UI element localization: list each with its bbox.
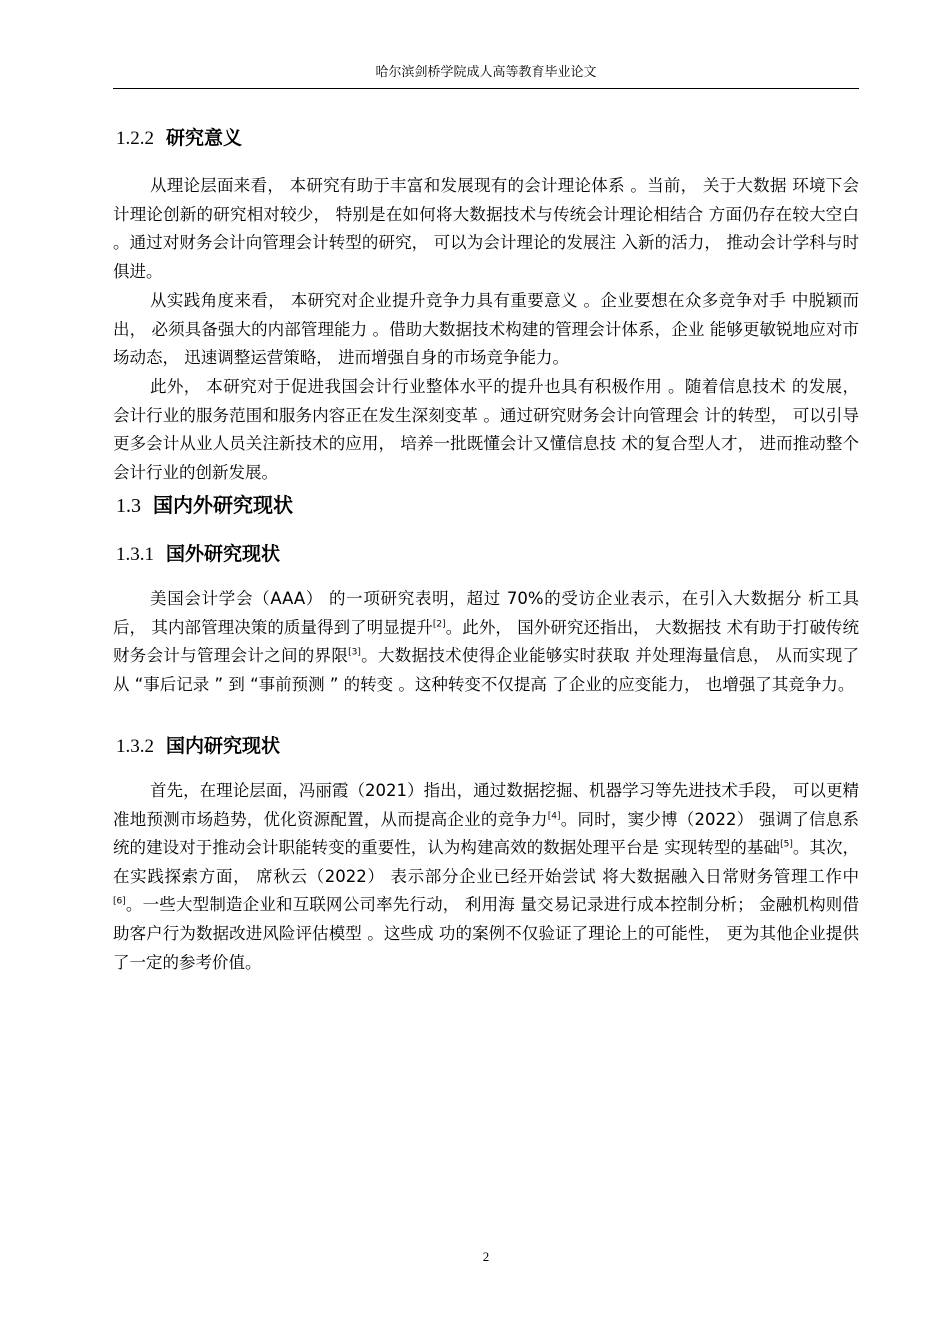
paragraph-practice-significance: 从实践角度来看， 本研究对企业提升竞争力具有重要意义 。企业要想在众多竞争对手 中脱颖而出， 必须具备强大的内部管理能力 。借助大数据技术构建的管理会计体系，企业 能够更敏锐地应对市场动态， 迅速调整运营策略， 进而增强自身的市场竞争能力。: [113, 291, 859, 368]
paragraph-theory-significance: 从理论层面来看， 本研究有助于丰富和发展现有的会计理论体系 。当前， 关于大数据 环境下会计理论创新的研究相对较少， 特别是在如何将大数据技术与传统会计理论相结合 方面仍存在较大空白 。通过对财务会计向管理会计转型的研究， 可以为会计理论的发展注 入新的活力， 推动会计学科与时俱进。: [113, 176, 859, 281]
heading-number: 1.2.2: [116, 128, 154, 149]
heading-title: 国外研究现状: [166, 543, 281, 565]
heading-1-2-2: [116, 125, 856, 152]
paragraph-foreign-research: 美国会计学会（AAA） 的一项研究表明，超过 70%的受访企业表示，在引入大数据分 析工具后， 其内部管理决策的质量得到了明显提升[2]。此外， 国外研究还指出， 大数据技 术有助于打破传统财务会计与管理会计之间的界限[3]。大数据技术使得企业能够实时获取 并处理海量信息， 从而实现了从 “事后记录 ” 到 “事前预测 ” 的转变 。这种转变不仅提高 了企业的应变能力， 也增强了其竞争力。: [113, 589, 859, 694]
citation-ref: [3]: [348, 647, 361, 658]
citation-ref: [6]: [113, 896, 126, 907]
running-header: 哈尔滨剑桥学院成人高等教育毕业论文: [375, 65, 597, 80]
page-number: 2: [482, 1249, 490, 1264]
header-divider: [113, 88, 859, 89]
citation-ref: [5]: [780, 839, 793, 850]
heading-title: 研究意义: [166, 127, 243, 149]
heading-number: 1.3: [116, 495, 141, 517]
heading-number: 1.3.2: [116, 736, 154, 757]
citation-ref: [4]: [547, 811, 561, 822]
heading-title: 国内外研究现状: [153, 493, 293, 517]
heading-1-3-2: [116, 733, 856, 760]
heading-title: 国内研究现状: [166, 735, 281, 757]
heading-1-3-1: [116, 541, 856, 568]
heading-1-3: [116, 491, 856, 520]
heading-number: 1.3.1: [116, 544, 154, 565]
citation-ref: [2]: [432, 619, 446, 630]
paragraph-industry-significance: 此外， 本研究对于促进我国会计行业整体水平的提升也具有积极作用 。随着信息技术 的发展， 会计行业的服务范围和服务内容正在发生深刻变革 。通过研究财务会计向管理会 计的转型， 可以引导更多会计从业人员关注新技术的应用， 培养一批既懂会计又懂信息技 术的复合型人才， 进而推动整个会计行业的创新发展。: [113, 377, 859, 482]
paragraph-domestic-research: 首先，在理论层面，冯丽霞（2021）指出，通过数据挖掘、机器学习等先进技术手段， 可以更精准地预测市场趋势，优化资源配置，从而提高企业的竞争力[4]。同时，窦少博（2022） 强调了信息系统的建设对于推动会计职能转变的重要性，认为构建高效的数据处理平台是 实现转型的基础[5]。其次， 在实践探索方面， 席秋云（2022） 表示部分企业已经开始尝试 将大数据融入日常财务管理工作中[6]。一些大型制造企业和互联网公司率先行动， 利用海 量交易记录进行成本控制分析； 金融机构则借助客户行为数据改进风险评估模型 。这些成 功的案例不仅验证了理论上的可能性， 更为其他企业提供了一定的参考价值。: [113, 781, 860, 972]
